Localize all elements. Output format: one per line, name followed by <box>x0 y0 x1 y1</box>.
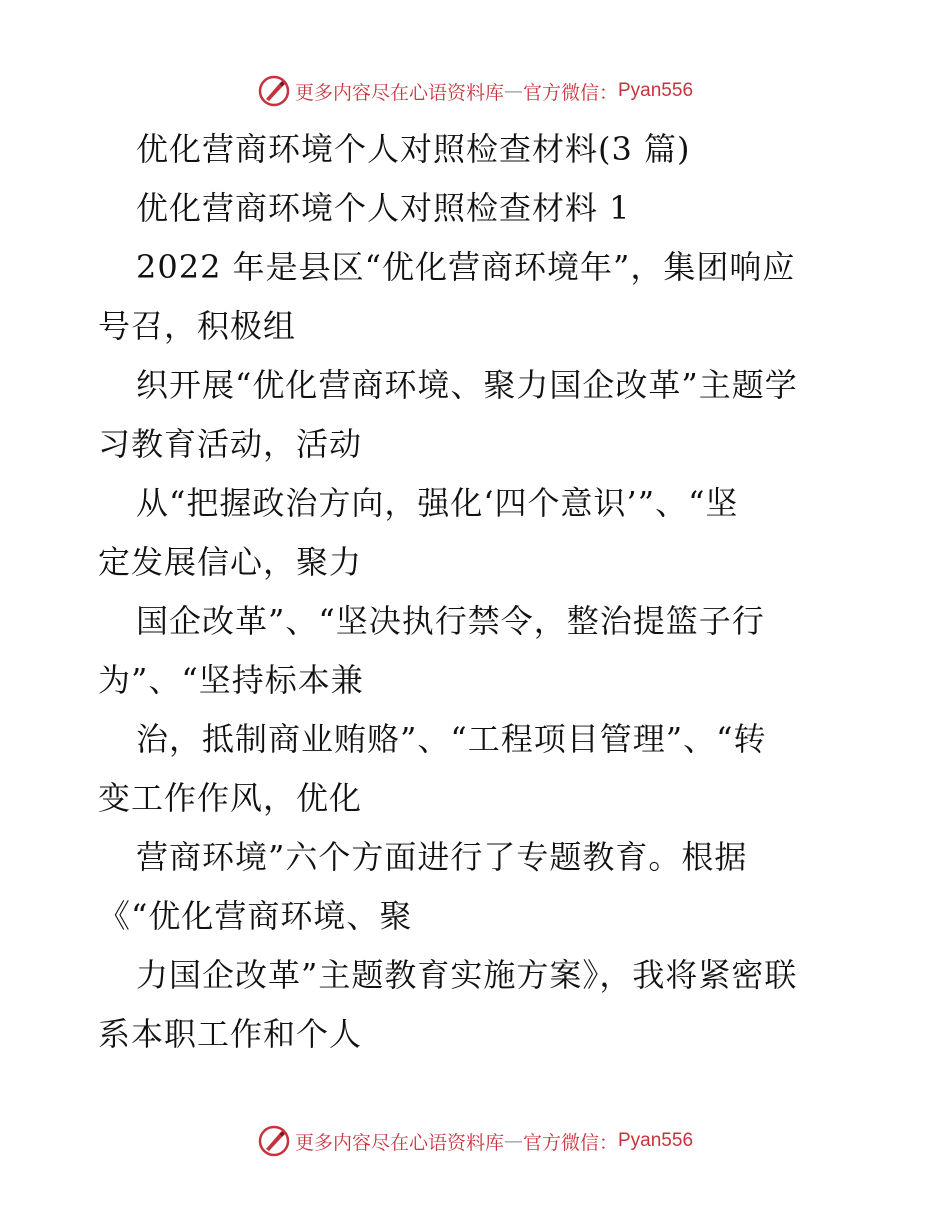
paragraph-line: 号召，积极组 <box>98 307 297 345</box>
watermark-text: 更多内容尽在心语资料库 <box>294 81 504 104</box>
document-title: 优化营商环境个人对照检查材料(3 篇) <box>136 130 691 168</box>
watermark-wechat-id: Pyan556 <box>618 80 694 101</box>
watermark-separator: — <box>503 1130 523 1152</box>
watermark-wechat-id: Pyan556 <box>618 1130 694 1151</box>
section-heading: 优化营商环境个人对照检查材料 1 <box>136 189 631 227</box>
paragraph-line: 营商环境”六个方面进行了专题教育。根据 <box>136 838 748 876</box>
watermark-separator: — <box>503 80 523 102</box>
paragraph-line: 定发展信心，聚力 <box>98 543 363 581</box>
paragraph-line: 2022 年是县区“优化营商环境年”，集团响应 <box>136 248 796 286</box>
paragraph-line: 《“优化营商环境、聚 <box>98 897 413 935</box>
header-watermark <box>0 74 950 108</box>
paragraph-line: 变工作作风，优化 <box>98 779 363 817</box>
footer-watermark <box>0 1124 950 1158</box>
watermark-wechat-label: 官方微信： <box>522 81 618 104</box>
paragraph-line: 力国企改革”主题教育实施方案》，我将紧密联 <box>136 956 798 994</box>
paragraph-line: 为”、“坚持标本兼 <box>98 661 364 699</box>
document-body <box>98 120 858 1064</box>
pen-logo-icon <box>257 1124 291 1158</box>
paragraph-line: 织开展“优化营商环境、聚力国企改革”主题学 <box>136 366 798 404</box>
paragraph-line: 国企改革”、“坚决执行禁令，整治提篮子行 <box>136 602 765 640</box>
watermark-text: 更多内容尽在心语资料库 <box>294 1131 504 1154</box>
watermark-wechat-label: 官方微信： <box>522 1131 618 1154</box>
paragraph-line: 习教育活动，活动 <box>98 425 363 463</box>
pen-logo-icon <box>257 74 291 108</box>
paragraph-line: 从“把握政治方向，强化‘四个意识’”、“坚 <box>136 484 739 522</box>
paragraph-line: 系本职工作和个人 <box>98 1015 363 1053</box>
paragraph-line: 治，抵制商业贿赂”、“工程项目管理”、“转 <box>136 720 767 758</box>
